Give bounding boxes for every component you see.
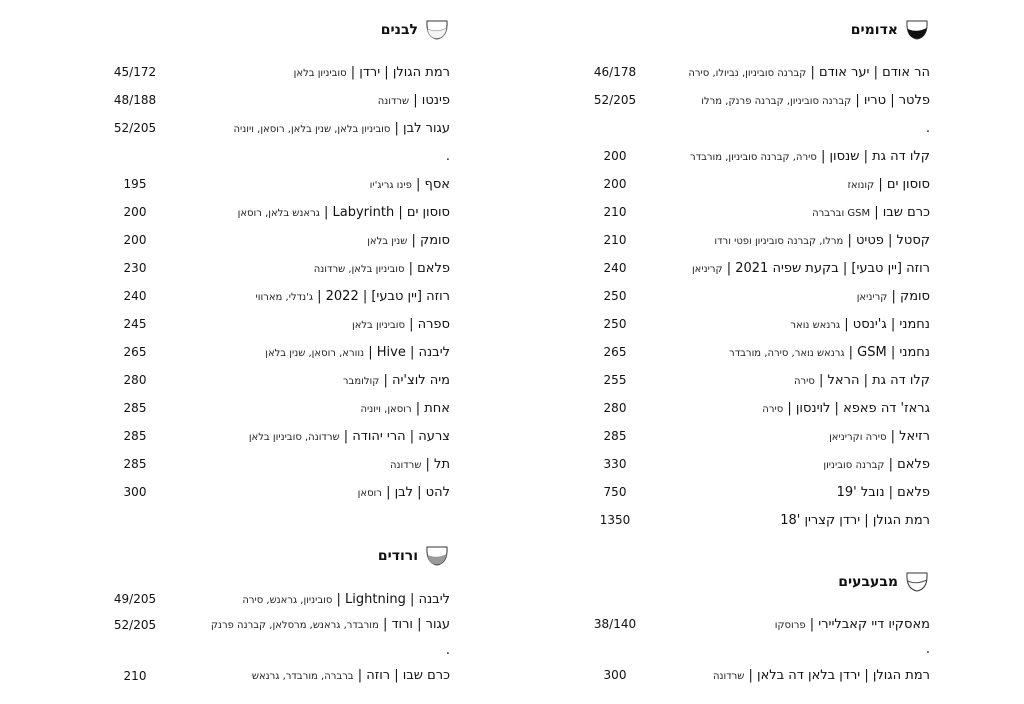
- wine-row: [585, 482, 930, 502]
- right-column: [585, 0, 930, 704]
- wine-label: [926, 121, 930, 136]
- wine-grapes: גראנש בלאן, רוסאן: [237, 207, 320, 219]
- wine-price: 210: [603, 233, 627, 247]
- wine-grapes: שרדונה: [377, 95, 410, 107]
- wine-grapes: שרדונה: [712, 670, 745, 682]
- wine-price: 255: [603, 373, 627, 387]
- wine-label: [370, 177, 450, 192]
- wine-name: .: [445, 148, 450, 164]
- wine-grapes: סוביניון, גראנש, סירה: [242, 594, 333, 606]
- wine-grapes: שרדונה: [389, 459, 422, 471]
- left-column: [105, 0, 450, 704]
- wine-grapes: קברנה סוביניון, נביולו, סירה: [688, 67, 807, 79]
- wine-name: גראז' דה פאפא | לוינסון |: [787, 400, 930, 416]
- wine-price: 230: [123, 261, 147, 275]
- wine-name: רמת הגולן | ירדן בלאן דה בלאן |: [748, 667, 930, 683]
- wine-name: פלטר | טריו |: [855, 92, 930, 108]
- wine-row: [105, 398, 450, 418]
- wine-grapes: סוביניון בלאן: [351, 319, 405, 331]
- wine-price: 300: [123, 485, 147, 499]
- wine-name: אסף |: [416, 176, 450, 192]
- wine-label: [713, 668, 930, 683]
- wine-label: [794, 373, 930, 388]
- wine-label: [780, 513, 930, 528]
- wine-grapes: GSM וברברה: [812, 207, 871, 219]
- wine-grapes: גרנאש נואר, סירה, מורבדר: [729, 347, 845, 359]
- wine-price: 240: [123, 289, 147, 303]
- wine-name: רזיאל |: [890, 428, 930, 444]
- wine-price: 210: [603, 205, 627, 219]
- wine-price: 52/205: [113, 121, 157, 135]
- wine-name: קלו דה גת | שנסון |: [820, 148, 930, 164]
- wine-row: [105, 174, 450, 194]
- wine-name: מאסקיו דיי קאבליירי |: [809, 616, 930, 632]
- wine-row: [105, 90, 450, 110]
- wine-row: [585, 146, 930, 166]
- wine-label: [265, 345, 450, 360]
- whites-header: [381, 17, 450, 43]
- wine-row: [585, 510, 930, 530]
- wine-row: [105, 342, 450, 362]
- wine-glass-rose-icon: [424, 543, 450, 569]
- wine-name: פלאם |: [408, 260, 450, 276]
- roses-header: [378, 543, 450, 569]
- wine-grapes: סוביניון בלאן: [293, 67, 347, 79]
- wine-row: [105, 482, 450, 502]
- wine-row: [105, 589, 450, 609]
- wine-name: סומק |: [891, 288, 930, 304]
- wine-label: [790, 317, 930, 332]
- wine-name: .: [925, 642, 930, 657]
- wine-price: 240: [603, 261, 627, 275]
- wine-grapes: קברנה סוביניון, קברנה פרנק, מרלו: [701, 95, 852, 107]
- wine-label: [249, 429, 450, 444]
- wine-grapes: קולומבר: [342, 375, 380, 387]
- wine-price: 285: [123, 401, 147, 415]
- wine-name: רוזה [יין טבעי] | בקעת שפיה 2021 |: [726, 260, 930, 276]
- whites-title: לבנים: [380, 22, 418, 38]
- wine-label: [256, 289, 450, 304]
- wine-row: [585, 454, 930, 474]
- wine-glass-sparkling-icon: [904, 569, 930, 595]
- wine-row: [105, 370, 450, 390]
- wine-label: [926, 642, 930, 657]
- wine-grapes: שרדונה, סוביניון בלאן: [248, 431, 340, 443]
- wine-grapes: מרלו, קברנה סוביניון ופטי ורדו: [714, 235, 844, 247]
- wine-grapes: קריניאן: [691, 263, 723, 275]
- wine-row: [585, 90, 930, 110]
- wine-grapes: שנין בלאן: [367, 235, 408, 247]
- wine-price: 1350: [599, 513, 631, 527]
- wine-grapes: מורבדר, גראנש, מרסלאן, קברנה פרנק: [210, 620, 379, 631]
- wine-row: [105, 286, 450, 306]
- wine-name: רוזה [יין טבעי] | 2022 |: [317, 288, 450, 304]
- wine-row: [585, 614, 930, 634]
- wine-name: אחת |: [415, 400, 450, 416]
- wine-row: [585, 230, 930, 250]
- wine-price: 280: [123, 373, 147, 387]
- wine-price: 265: [603, 345, 627, 359]
- reds-title: אדומים: [850, 22, 898, 38]
- wine-label: [358, 485, 450, 500]
- wine-label: [823, 457, 930, 472]
- wine-row: [105, 202, 450, 222]
- sparkling-header: [838, 569, 930, 595]
- wine-label: [446, 149, 450, 164]
- wine-name: רמת הגולן | ירדן קצרין '18: [780, 512, 930, 528]
- wine-row: [585, 202, 930, 222]
- wine-glass-red-icon: [904, 17, 930, 43]
- wine-row: [105, 258, 450, 278]
- wine-grapes: סירה: [762, 403, 784, 415]
- roses-title: ורודים: [377, 548, 418, 564]
- wine-row: [585, 286, 930, 306]
- wine-row: [585, 62, 930, 82]
- wine-row: [105, 666, 450, 686]
- wine-price: 250: [603, 289, 627, 303]
- wine-label: [690, 149, 930, 164]
- wine-grapes: ג'נדלי, מארווי: [255, 291, 313, 303]
- wine-price: 46/178: [593, 65, 637, 79]
- wine-row: [585, 426, 930, 446]
- wine-name: ליבנה | Lightning |: [336, 591, 450, 607]
- wine-price: 49/205: [113, 592, 157, 606]
- wine-row: [585, 174, 930, 194]
- wine-label: [714, 233, 930, 248]
- wine-name: פלאם | נובל '19: [836, 484, 930, 500]
- wine-price: 48/188: [113, 93, 157, 107]
- wine-grapes: רוסאן: [357, 487, 382, 499]
- wine-name: פלאם |: [888, 456, 930, 472]
- wine-price: 285: [123, 457, 147, 471]
- wine-row: [105, 314, 450, 334]
- wine-grapes: גרנאש נואר: [790, 319, 841, 331]
- wine-grapes: קברנה סוביניון: [823, 459, 885, 471]
- wine-row: [585, 665, 930, 685]
- reds-header: [851, 17, 930, 43]
- wine-grapes: ברברה, מורבדר, גרנאש: [251, 671, 354, 682]
- wine-name: צרעה | הרי יהודה |: [343, 428, 450, 444]
- wine-label: [367, 233, 450, 248]
- wine-price: 280: [603, 401, 627, 415]
- wine-label: [242, 592, 450, 607]
- wine-name: כרם שבו | רוזה |: [357, 668, 450, 683]
- wine-price: 200: [123, 233, 147, 247]
- wine-row: [105, 118, 450, 138]
- wine-name: נחמני | GSM |: [848, 344, 930, 360]
- wine-price: 45/172: [113, 65, 157, 79]
- wine-label: [446, 643, 450, 658]
- wine-glass-white-icon: [424, 17, 450, 43]
- wine-price: 300: [603, 668, 627, 682]
- wine-label: [390, 457, 450, 472]
- wine-price: 330: [603, 457, 627, 471]
- wine-label: [692, 261, 930, 276]
- wine-label: [701, 93, 930, 108]
- wine-row: [105, 426, 450, 446]
- wine-name: סומק |: [411, 232, 450, 248]
- wine-label: [378, 93, 450, 108]
- wine-label: [688, 65, 930, 80]
- wine-label: [211, 617, 450, 632]
- wine-name: להט | לבן |: [386, 484, 450, 500]
- wine-name: .: [925, 120, 930, 136]
- wine-name: עגור | ורוד |: [382, 617, 450, 632]
- wine-price: 750: [603, 485, 627, 499]
- wine-name: קלו דה גת | הראל |: [819, 372, 930, 388]
- wine-price: 52/205: [113, 617, 157, 632]
- wine-label: [252, 668, 450, 683]
- wine-grapes: סוביניון בלאן, שנין בלאן, רוסאן, ויוניה: [233, 123, 391, 135]
- wine-name: .: [445, 642, 450, 658]
- wine-row: [585, 258, 930, 278]
- wine-grapes: פרוסקו: [774, 619, 806, 631]
- wine-grapes: פינו גריג'יו: [369, 179, 412, 191]
- wine-grapes: סירה: [793, 375, 815, 387]
- wine-label: [837, 485, 930, 500]
- wine-label: [314, 261, 450, 276]
- wine-label: [729, 345, 930, 360]
- wine-label: [361, 401, 450, 416]
- wine-row: [585, 640, 930, 660]
- wine-label: [343, 373, 450, 388]
- wine-label: [238, 205, 450, 220]
- wine-price: 285: [123, 429, 147, 443]
- wine-price: 52/205: [593, 93, 637, 107]
- wine-row: [585, 342, 930, 362]
- wine-row: [585, 370, 930, 390]
- wine-row: [105, 454, 450, 474]
- sparkling-title: מבעבעים: [838, 574, 898, 590]
- wine-row: [105, 62, 450, 82]
- wine-price: 200: [603, 149, 627, 163]
- wine-name: ספרה |: [409, 316, 450, 332]
- wine-price: 210: [123, 668, 147, 683]
- wine-price: 195: [123, 177, 147, 191]
- wine-price: 245: [123, 317, 147, 331]
- wine-row: [105, 640, 450, 660]
- wine-label: [352, 317, 450, 332]
- wine-row: [585, 118, 930, 138]
- wine-grapes: סירה וקריניאן: [829, 431, 887, 443]
- wine-grapes: נוורא, רוסאן, שנין בלאן: [265, 347, 365, 359]
- wine-price: 285: [603, 429, 627, 443]
- wine-name: סוסון ים | Labyrinth |: [323, 204, 450, 220]
- wine-row: [105, 146, 450, 166]
- wine-name: קסטל | פטיט |: [847, 232, 930, 248]
- wine-grapes: סירה, קברנה סוביניון, מורבדר: [690, 151, 817, 163]
- wine-name: נחמני | ג'ינסט |: [844, 316, 930, 332]
- wine-price: 250: [603, 317, 627, 331]
- wine-row: [585, 398, 930, 418]
- wine-name: תל |: [425, 456, 450, 472]
- wine-label: [775, 617, 930, 632]
- wine-price: 200: [603, 177, 627, 191]
- wine-name: סוסון ים |: [878, 176, 930, 192]
- wine-name: מיה לוצ'יה |: [383, 372, 450, 388]
- wine-price: 265: [123, 345, 147, 359]
- wine-name: רמת הגולן | ירדן |: [350, 64, 450, 80]
- wine-label: [857, 289, 930, 304]
- wine-row: [105, 615, 450, 635]
- wine-grapes: קריניאן: [856, 291, 888, 303]
- wine-row: [105, 230, 450, 250]
- wine-name: פינטו |: [413, 92, 450, 108]
- wine-label: [829, 429, 930, 444]
- wine-row: [585, 314, 930, 334]
- wine-grapes: סוביניון בלאן, שרדונה: [313, 263, 405, 275]
- wine-label: [294, 65, 450, 80]
- wine-label: [762, 401, 930, 416]
- wine-name: הר אודם | יער אודם |: [810, 64, 930, 80]
- wine-label: [812, 205, 930, 220]
- wine-label: [234, 121, 450, 136]
- wine-price: 38/140: [593, 617, 637, 631]
- wine-name: עגור לבן |: [394, 120, 450, 136]
- wine-label: [847, 177, 930, 192]
- wine-grapes: קונואז: [847, 179, 875, 191]
- wine-grapes: רוסאן, ויוניה: [360, 403, 412, 415]
- wine-name: כרם שבו |: [874, 204, 930, 220]
- wine-price: 200: [123, 205, 147, 219]
- wine-name: ליבנה | Hive |: [368, 344, 450, 360]
